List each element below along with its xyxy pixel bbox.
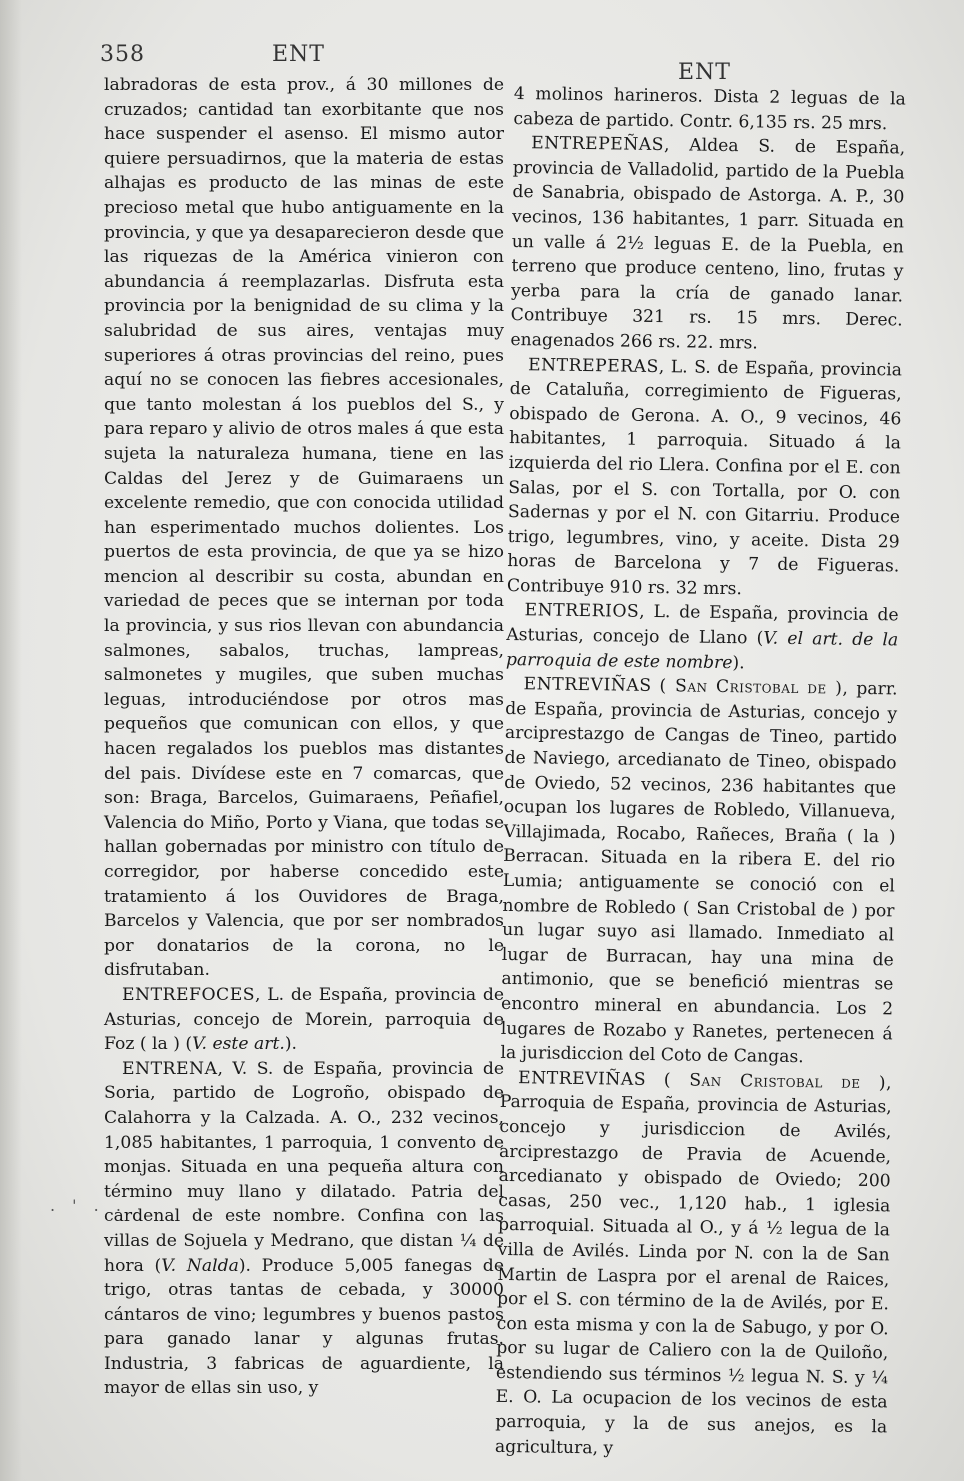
running-head-left: ENT — [272, 42, 325, 67]
margin-marks: . ' . . — [50, 1196, 127, 1215]
cross-reference: V. el art. de la parroquia de este nombre — [505, 628, 899, 673]
running-head-right: ENT — [678, 60, 731, 85]
entry-entrevinas-2: ENTREVIÑAS ( San Cristobal de ), Parroquia de España, provincia de Asturias, concejo y jurisdiccion de Avilés, arciprestazgo de Pravia de Acuende, arcedianato y obispado de Oviedo; 200 casas, 250 vec., 1,120 hab., 1 iglesia parroquial. Situada al O., y á ½ legua de la villa de Avilés. Linda por N. con la de San Martin de Laspra por el arenal de Raices, por el S. con término de la de Avilés, por E. con esta misma y con la de Sabugo, y por O. por su lugar de Caliero con la de Quiloño, estendiendo sus términos ½ legua N. S. y ¼ E. O. La ocupacion de los vecinos de esta parroquia, y la de sus anejos, es la agricultura, y — [494, 1067, 893, 1459]
headword: ENTREVIÑAS — [517, 1067, 647, 1090]
page-header — [100, 42, 520, 72]
entry-entrevinas-1: ENTREVIÑAS ( San Cristobal de ), parr. de España, provincia de Asturias, concejo y arciprestazgo de Cangas de Tineo, partido de Naviego, arcedianato de Tineo, obispado de Oviedo, 52 vecinos, 236 habitantes que ocupan los lugares de Robledo, Villanueva, Villajimada, Rocabo, Rañeces, Braña ( la ) Berracan. Situada en la ribera E. del rio Lumia; antiguamente se conoció con el nombre de Robledo ( San Cristobal de ) por un lugar suyo asi llamado. Inmediato al lugar de Burracan, hay una mina de antimonio, que se benefició mientras se encontro mineral en abundancia. Los 2 lugares de Rozabo y Ranetes, pertenecen á la jurisdiccion del Coto de Cangas. — [500, 674, 898, 1068]
headword: ENTRENA — [122, 1058, 218, 1079]
cross-reference: V. Nalda — [161, 1255, 239, 1276]
entry-entreperas: ENTREPERAS, L. S. de España, provincia de Cataluña, corregimiento de Figueras, obispado de Gerona. A. O., 9 vecinos, 46 habitantes, 1 parroquia. Situado á la izquierda del rio Llera. Confina por el E. con Salas, por el S. con Tortalla, por O. con Sadernas y por el N. con Gitarriu. Produce trigo, legumbres, vino, y aceite. Dista 29 horas de Barcelona y 7 de Figueras. Contribuye 910 rs. 32 mrs. — [506, 354, 903, 600]
headword-qualifier: ( San Cristobal de ), — [659, 676, 849, 699]
headword: ENTREPERAS — [527, 354, 659, 377]
cross-reference: V. este art. — [192, 1034, 285, 1055]
right-column — [495, 82, 906, 1465]
page-number: 358 — [100, 42, 145, 67]
entry-entrerios: ENTRERIOS, L. de España, provincia de Asturias, concejo de Llano (V. el art. de la parroquia de este nombre). — [505, 600, 899, 673]
entry-entrena: ENTRENA, V. S. de España, provincia de Soria, partido de Logroño, obispado de Calahorra y la Calzada. A. O., 232 vecinos, 1,085 habitantes, 1 parroquia, 1 convento de monjas. Situada en una pequeña altura con término muy llano y dilatado. Patria del cardenal de este nombre. Confina con las villas de Sojuela y Medrano, que distan ¼ de hora (V. Nalda). Produce 5,005 fanegas de trigo, otras tantas de cebada, y 30000 cántaros de vino; legumbres y buenos pastos para ganado lanar y algunas frutas. Industria, 3 fabricas de aguardiente, la mayor de ellas sin uso, y — [104, 1058, 504, 1399]
headword: ENTRERIOS — [524, 600, 640, 623]
entry-continuation-paragraph: 4 molinos harineros. Dista 2 leguas de la cabeza de partido. Contr. 6,135 rs. 25 mrs. — [513, 83, 906, 134]
left-column — [104, 73, 504, 1401]
headword: ENTREVIÑAS — [523, 674, 652, 697]
headword: ENTREPEÑAS — [531, 133, 665, 156]
entry-entrepenas: ENTREPEÑAS, Aldea S. de España, provincia de Valladolid, partido de la Puebla de Sanabria, obispado de Astorga. A. P., 30 vecinos, 136 habitantes, 1 parr. Situada en un valle á 2½ leguas E. de la Puebla, en terreno que produce centeno, lino, frutas y yerba para la cría de ganado lanar. Contribuye 321 rs. 15 mrs. Derec. enagenados 266 rs. 22. mrs. — [510, 133, 906, 354]
headword: ENTREFOCES — [122, 984, 256, 1005]
headword-qualifier: ( San Cristobal de ), — [663, 1069, 893, 1094]
entry-entrefoces: ENTREFOCES, L. de España, provincia de Asturias, concejo de Morein, parroquia de Foz ( la ) (V. este art.). — [104, 984, 504, 1055]
entry-continuation-paragraph: labradoras de esta prov., á 30 millones de cruzados; cantidad tan exorbitante que nos hace suspender el asenso. El mismo autor quiere persuadirnos, que la materia de estas alhajas es producto de las minas de este precioso metal que hubo antiguamente en la provincia, y que ya desaparecieron desde que las riquezas de la América vinieron con abundancia á reemplazarlas. Disfruta esta provincia por la benignidad de su clima y la salubridad de sus aires, ventajas muy superiores á otras provincias del reino, pues aquí no se conocen las fiebres accesionales, que tanto molestan á los pueblos del S., y para reparo y alivio de otros males á que esta sujeta la naturaleza humana, tiene en las Caldas del Jerez y de Guimaraens un excelente remedio, que con conocida utilidad han esperimentado muchos dolientes. Los puertos de esta provincia, de que ya se hizo mencion al describir su costa, abundan en variedad de peces que se internan por toda la provincia, y sus rios llevan con abundancia salmones, sabalos, truchas, lampreas, salmonetes y mugiles, que suben muchas leguas, introduciéndose por otros mas pequeños que comunican con ellos, y que hacen regalados los pueblos mas distantes del pais. Divídese este en 7 comarcas, que son: Braga, Barcelos, Guimaraens, Peñafiel, Valencia do Miño, Porto y Viana, que todas se hallan gobernadas por ministro con título de corregidor, por haberse concedido este tratamiento á los Ouvidores de Braga, Barcelos y Valencia, que por ser nombrados por donatarios de la corona, no le disfrutaban. — [104, 75, 504, 981]
